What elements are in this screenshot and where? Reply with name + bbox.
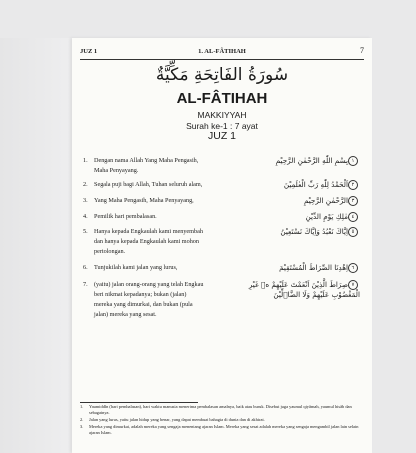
page-number: 7: [360, 46, 364, 55]
verse-end-mark: ١: [348, 156, 358, 166]
verse-number: 1.: [83, 157, 88, 164]
surah-title: AL-FÂTIHAH: [176, 90, 268, 107]
verse-translation: Yang Maha Pengasih, Maha Penyayang,: [94, 197, 194, 204]
footnote-text: Yaumiddîn (hari pembalasan), hari waktu manusia menerima pembalasan amalnya, baik atau buruk. Disebut juga yaumul qiyâmah, yaumul hisâb dan sebagainya.: [89, 404, 352, 415]
footnote-number: 3.: [80, 424, 84, 429]
verse-arabic: [236, 263, 360, 273]
verse-arabic-text: مٰلِكِ يَوْمِ الدِّيْنِ: [305, 212, 348, 221]
verse-arabic: [236, 156, 360, 166]
footnote-3: [80, 424, 364, 436]
verse-number: 4.: [83, 213, 88, 220]
verse-end-mark: ٦: [348, 263, 358, 273]
verse-arabic-text: بِسْمِ اللّٰهِ الرَّحْمٰنِ الرَّحِيْمِ: [275, 156, 348, 165]
verse-end-mark: ٣: [348, 196, 358, 206]
verse-arabic-text: صِرَاطَ الَّذِيْنَ اَنْعَمْتَ عَلَيْهِمْ ەۙ غَيْرِ الْمَغْضُوْبِ عَلَيْهِمْ وَلَا الضَّاۤلِّيْنَ: [248, 280, 360, 299]
verse-translation: Pemilik hari pembalasan.: [94, 213, 157, 220]
quran-page: [72, 38, 372, 453]
verse-number: 7.: [83, 281, 88, 288]
verse-number: 5.: [83, 228, 88, 235]
footnote-rule: [80, 402, 198, 403]
verse-end-mark: ٢: [348, 180, 358, 190]
footnote-text: Jalan yang lurus, yaitu jalan hidup yang benar, yang dapat membuat bahagia di dunia dan di akhirat.: [89, 417, 265, 422]
verse-end-mark: ٥: [348, 227, 358, 237]
book-gutter: [0, 38, 72, 453]
verse-arabic-text: اِيَّاكَ نَعْبُدُ وَاِيَّاكَ نَسْتَعِيْنُ: [280, 227, 348, 236]
verse-end-mark: ٧: [348, 280, 358, 290]
verse-translation: Segala puji bagi Allah, Tuhan seluruh alam,: [94, 181, 203, 188]
page-header: [80, 46, 364, 60]
verse-arabic: [236, 212, 360, 222]
verse-translation: Dengan nama Allah Yang Maha Pengasih, Maha Penyayang.: [94, 157, 199, 174]
surah-info: Surah ke-1 : 7 ayat: [186, 121, 258, 131]
footnotes: [80, 404, 364, 437]
verse-number: 3.: [83, 197, 88, 204]
revelation-place: MAKKIYYAH: [197, 110, 247, 120]
header-juz: JUZ 1: [80, 48, 98, 55]
verse-arabic: [236, 180, 360, 190]
footnote-2: [80, 417, 364, 423]
verse-arabic: [236, 280, 360, 300]
verse-number: 6.: [83, 264, 88, 271]
verse-translation: Hanya kepada Engkaulah kami menyembah dan hanya kepada Engkaulah kami mohon pertolongan.: [94, 228, 203, 255]
arabic-surah-calligraphy: سُورَةُ الفَاتِحَةِ مَكِّيَّةٌ: [155, 65, 289, 85]
footnote-text: Mereka yang dimurkai, adalah mereka yang sengaja menentang ajaran Islam. Mereka yang sesat adalah mereka yang sengaja mengambil jalan lain selain ajaran Islam.: [89, 424, 359, 435]
verse-arabic-text: اَلْحَمْدُ لِلّٰهِ رَبِّ الْعٰلَمِيْنَ: [283, 180, 348, 189]
verse-translation: Tunjukilah kami jalan yang lurus,: [94, 264, 178, 271]
verse-end-mark: ٤: [348, 212, 358, 222]
footnote-number: 2.: [80, 417, 84, 422]
verse-number: 2.: [83, 181, 88, 188]
verse-arabic-text: اِهْدِنَا الصِّرَاطَ الْمُسْتَقِيْمَ: [279, 263, 348, 272]
verse-arabic: [236, 196, 360, 206]
footnote-1: [80, 404, 364, 416]
header-surah: 1. AL-FÂTIHAH: [198, 48, 246, 55]
footnote-number: 1.: [80, 404, 84, 409]
verse-arabic: [236, 227, 360, 237]
verse-translation: (yaitu) jalan orang-orang yang telah Engkau beri nikmat kepadanya; bukan (jalan) mereka yang dimurkai, dan bukan (pula jalan) mereka yang sesat.: [94, 281, 204, 318]
verse-arabic-text: الرَّحْمٰنِ الرَّحِيْمِ: [303, 196, 348, 205]
header-rule: [80, 59, 364, 60]
juz-label: JUZ 1: [207, 130, 236, 142]
